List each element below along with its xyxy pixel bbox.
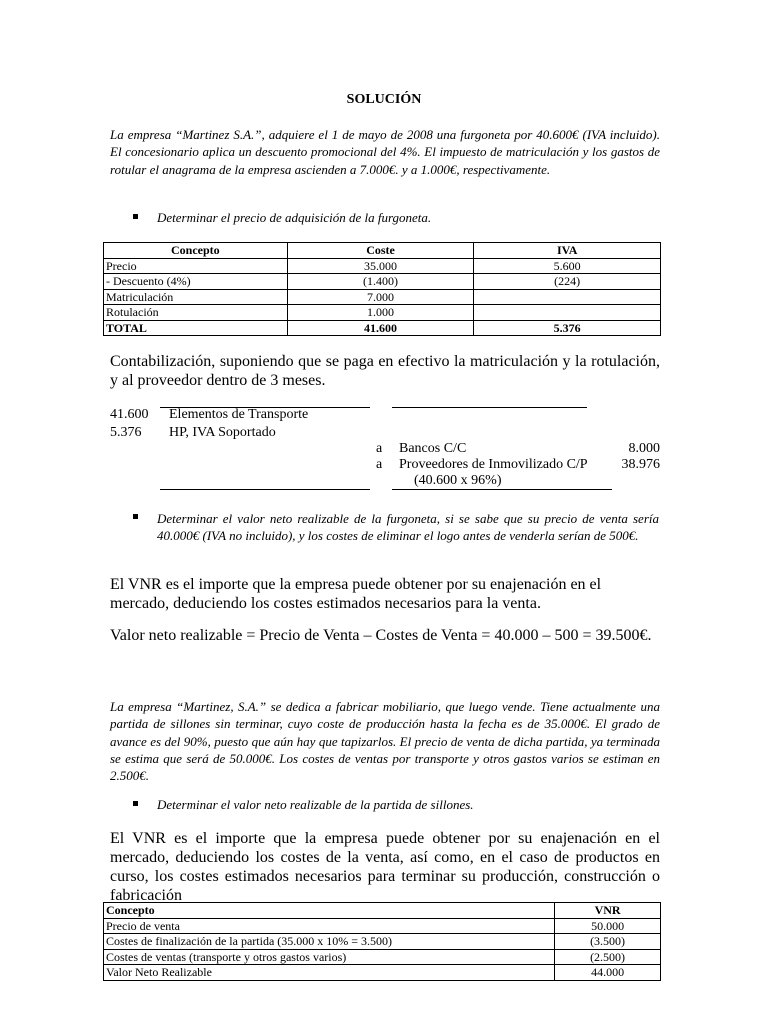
- table-cell: Valor Neto Realizable: [104, 965, 555, 981]
- credit-amount: 38.976: [621, 457, 660, 472]
- debit-amount: 41.600: [110, 407, 149, 422]
- debit-account: Elementos de Transporte: [169, 407, 309, 422]
- table-cell: (224): [474, 274, 661, 290]
- table-row: [104, 934, 661, 950]
- table-cell: - Descuento (4%): [104, 274, 288, 290]
- table-total-row: [104, 320, 661, 336]
- table-cell: (3.500): [555, 934, 661, 950]
- vnr-calculation: Valor neto realizable = Precio de Venta – Costes de Venta = 40.000 – 500 = 39.500€.: [110, 627, 652, 644]
- table-cell: [474, 305, 661, 321]
- problem1-bullet1: [157, 210, 657, 226]
- bullet-icon: [133, 801, 138, 806]
- bullet-text: Determinar el precio de adquisición de la furgoneta.: [157, 210, 432, 225]
- acquisition-table: [103, 242, 661, 336]
- problem2-bullet: [157, 797, 657, 813]
- table-cell: [474, 289, 661, 305]
- table-cell: Costes de ventas (transporte y otros gastos varios): [104, 949, 555, 965]
- table-row: [104, 289, 661, 305]
- table-row: [104, 274, 661, 290]
- table-cell: TOTAL: [104, 320, 288, 336]
- table-row: [104, 305, 661, 321]
- journal-rule: [160, 489, 370, 490]
- problem1-statement: La empresa “Martinez S.A.”, adquiere el 1 de mayo de 2008 una furgoneta por 40.600€ (IVA incluido). El concesionario aplica un descuento promocional del 4%. El impuesto de matriculación y los gastos de rotular el anagrama de la empresa ascienden a 7.000€. y a 1.000€, respectivamente.: [110, 127, 660, 177]
- table-header-row: [104, 903, 661, 919]
- table-cell: 50.000: [555, 918, 661, 934]
- credit-account: Bancos C/C: [399, 441, 467, 456]
- table-row: [104, 965, 661, 981]
- vnr-definition-2: El VNR es el importe que la empresa puede obtener por su enajenación en el mercado, deduciendo los costes de la venta, así como, en el caso de productos en curso, los costes estimados necesarios para terminar su producción, construcción o fabricación: [110, 830, 660, 904]
- problem2-statement: La empresa “Martinez, S.A.” se dedica a fabricar mobiliario, que luego vende. Tiene actualmente una partida de sillones sin terminar, cuyo coste de producción hasta la fecha es de 35.000€. El grado de avance es del 90%, puesto que aún hay que tapizarlos. El precio de venta de dicha partida, ya terminada se estima que será de 50.000€. Los costes de ventas por transporte y otros gastos varios se estiman en 2.500€.: [110, 699, 660, 784]
- table-cell: Costes de finalización de la partida (35.000 x 10% = 3.500): [104, 934, 555, 950]
- table-cell: (2.500): [555, 949, 661, 965]
- credit-amount: 8.000: [628, 441, 660, 456]
- table-header: VNR: [555, 903, 661, 919]
- vnr-table: [103, 902, 661, 981]
- table-cell: Precio de venta: [104, 918, 555, 934]
- credit-note: (40.600 x 96%): [414, 473, 502, 488]
- table-cell: Rotulación: [104, 305, 288, 321]
- bullet-icon: [133, 514, 138, 519]
- credit-account: Proveedores de Inmovilizado C/P: [399, 457, 588, 472]
- contabilizacion-text: Contabilización, suponiendo que se paga en efectivo la matriculación y la rotulación, y al proveedor dentro de 3 meses.: [110, 353, 660, 389]
- table-cell: 35.000: [287, 258, 474, 274]
- table-cell: 7.000: [287, 289, 474, 305]
- journal-rule: [392, 489, 612, 490]
- table-row: [104, 918, 661, 934]
- bullet-icon: [133, 214, 138, 219]
- table-cell: Precio: [104, 258, 288, 274]
- journal-rule: [392, 407, 587, 408]
- table-cell: (1.400): [287, 274, 474, 290]
- debit-account: HP, IVA Soportado: [169, 425, 276, 440]
- table-header: Concepto: [104, 243, 288, 259]
- table-header-row: [104, 243, 661, 259]
- table-header: IVA: [474, 243, 661, 259]
- table-cell: 5.376: [474, 320, 661, 336]
- credit-prefix: a: [376, 457, 383, 472]
- vnr-definition-1: El VNR es el importe que la empresa puede obtener por su enajenación en el mercado, deduciendo los costes estimados necesarios para la venta.: [110, 576, 602, 612]
- table-cell: Matriculación: [104, 289, 288, 305]
- debit-amount: 5.376: [110, 425, 142, 440]
- table-cell: 5.600: [474, 258, 661, 274]
- table-header: Coste: [287, 243, 474, 259]
- table-header: Concepto: [104, 903, 555, 919]
- table-row: [104, 258, 661, 274]
- table-cell: 41.600: [287, 320, 474, 336]
- problem1-bullet2: [157, 510, 659, 545]
- page-title: SOLUCIÓN: [346, 92, 422, 107]
- table-row: [104, 949, 661, 965]
- bullet-text: Determinar el valor neto realizable de la furgoneta, si se sabe que su precio de venta sería 40.000€ (IVA no incluido), y los costes de eliminar el logo antes de venderla serían de 500€.: [157, 511, 659, 544]
- credit-prefix: a: [376, 441, 383, 456]
- table-cell: 44.000: [555, 965, 661, 981]
- table-cell: 1.000: [287, 305, 474, 321]
- bullet-text: Determinar el valor neto realizable de la partida de sillones.: [157, 797, 474, 812]
